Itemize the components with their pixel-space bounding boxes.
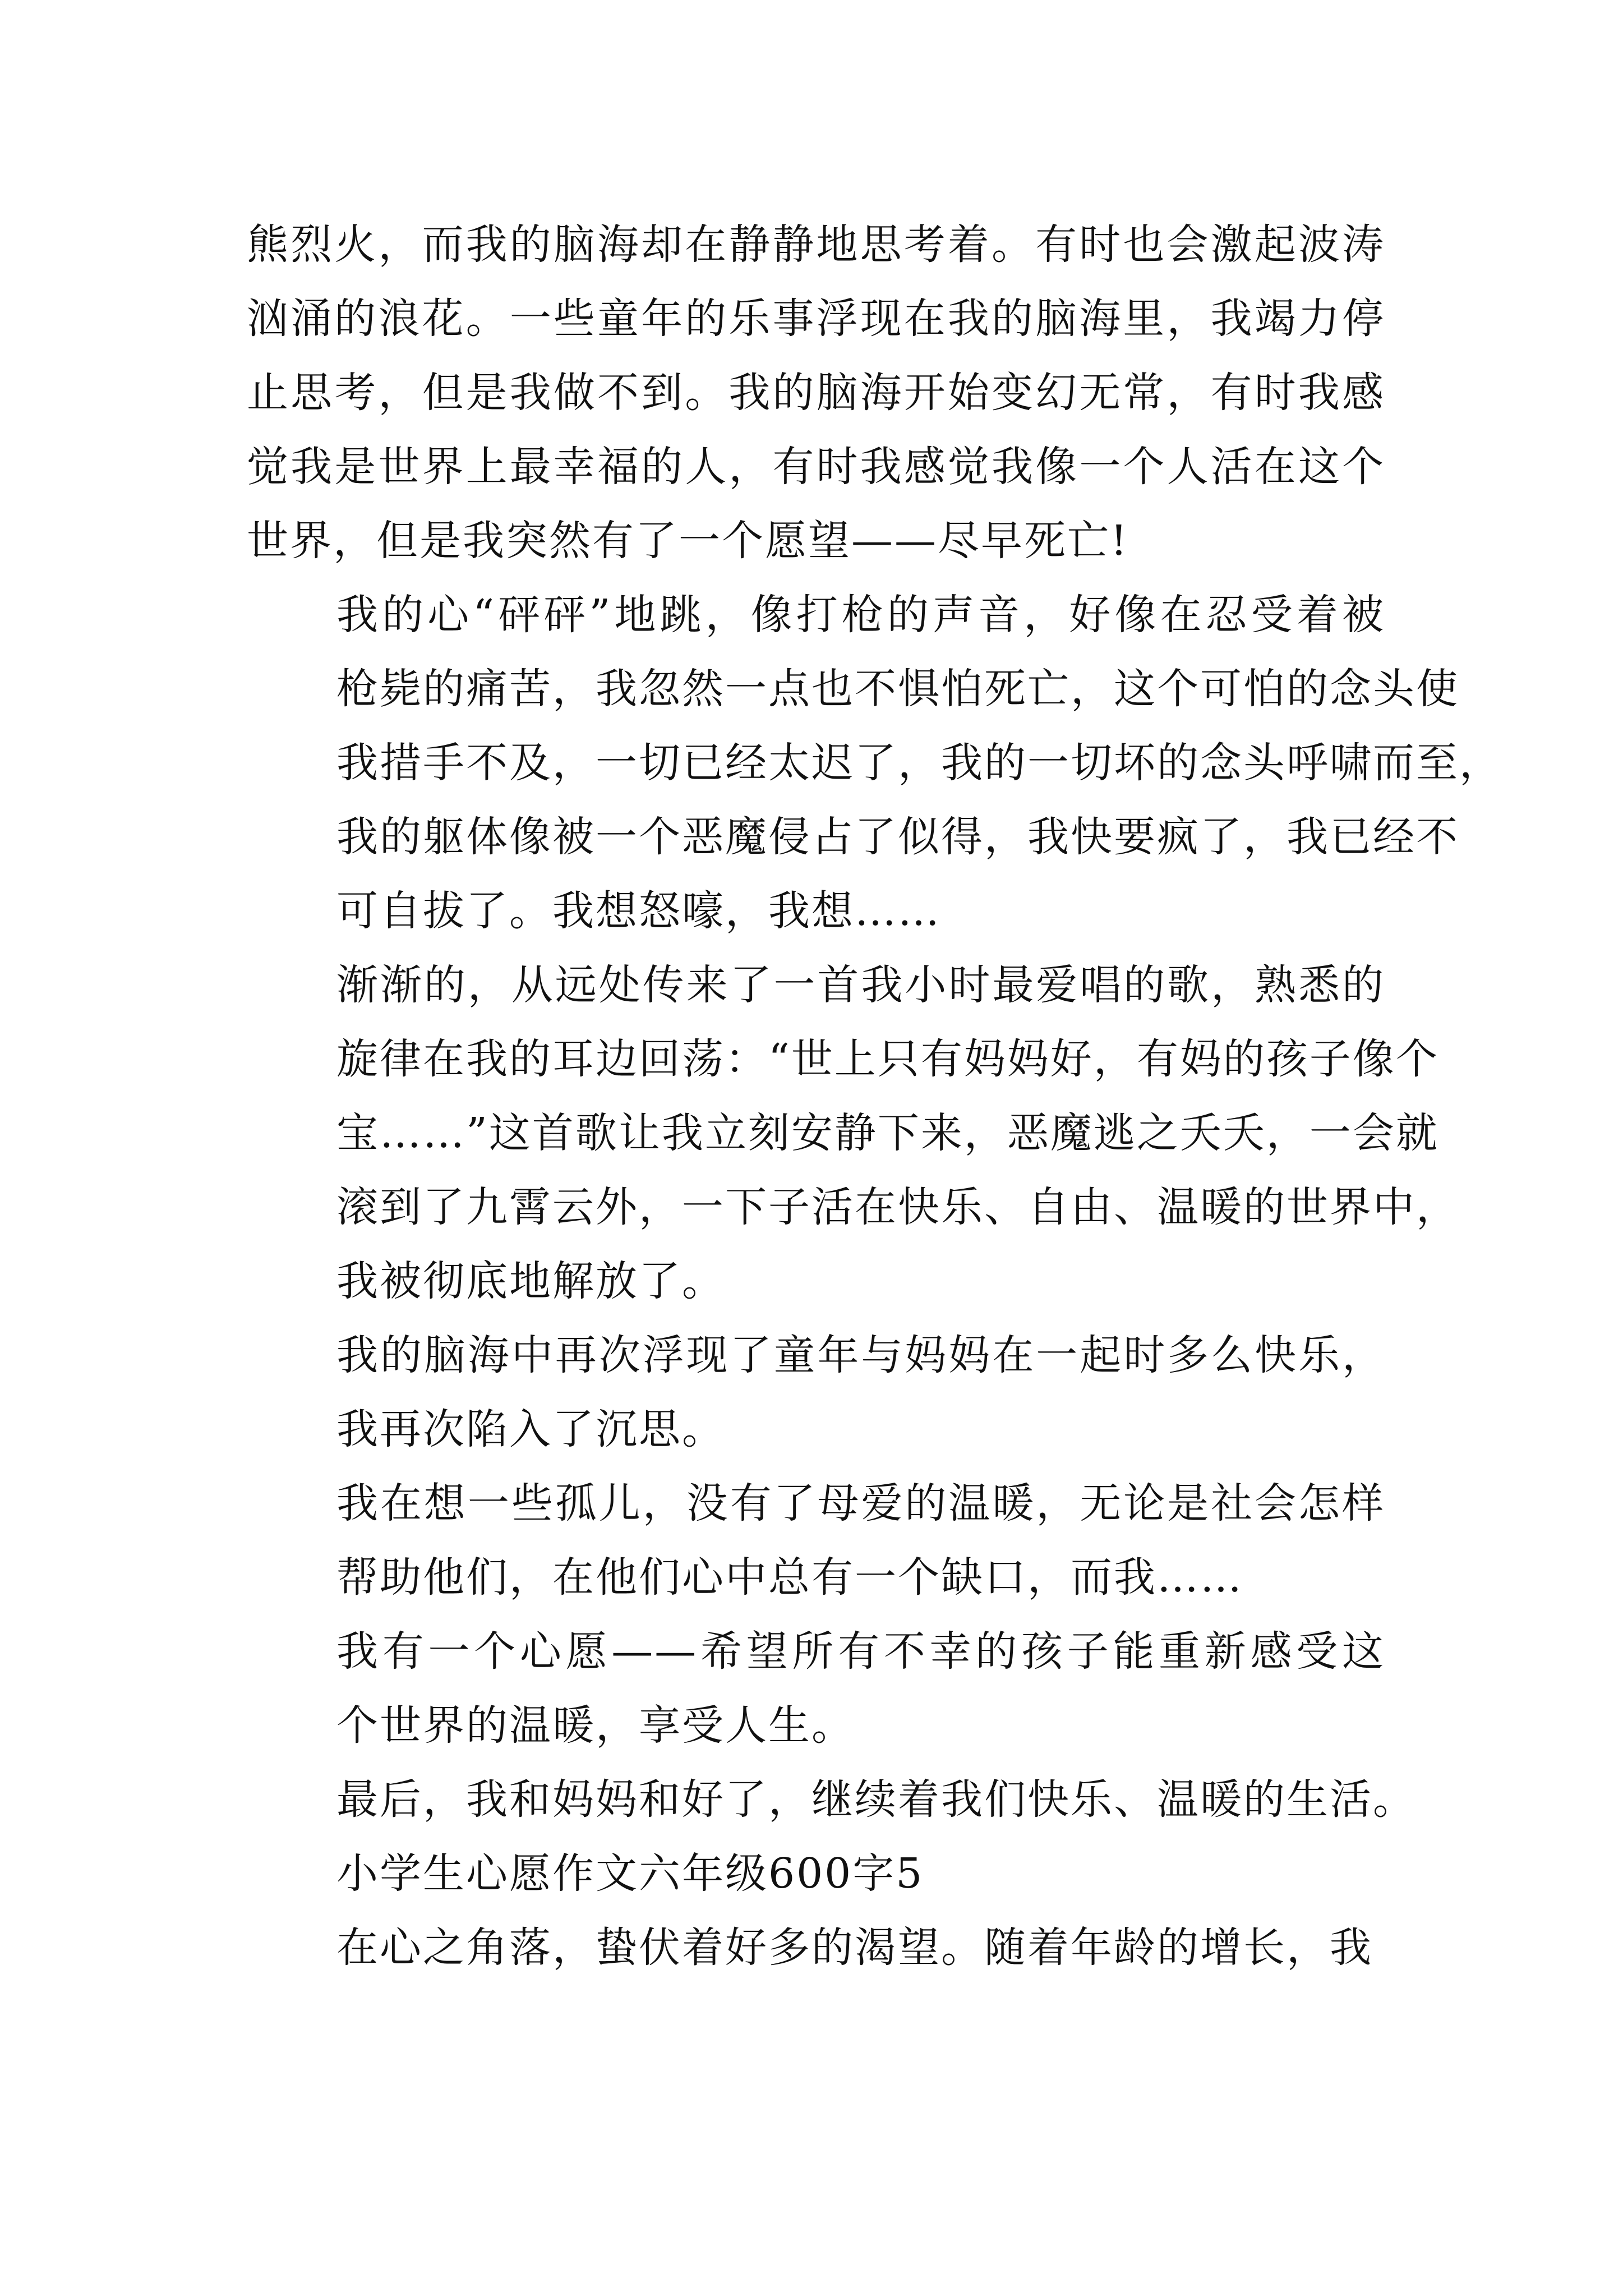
text-line: 熊烈火，而我的脑海却在静静地思考着。有时也会激起波涛 [247, 220, 1385, 269]
text-line: 帮助他们，在他们心中总有一个缺口，而我…… [336, 1553, 1243, 1602]
text-line: 我再次陷入了沉思。 [336, 1405, 725, 1453]
text-line: 在心之角落，蛰伏着好多的渴望。随着年龄的增长，我 [336, 1924, 1373, 1972]
text-line: 我措手不及，一切已经太迟了，我的一切坏的念头呼啸而至， [336, 739, 1502, 787]
paragraph [247, 208, 1385, 578]
paragraph [247, 578, 1502, 948]
text-line: 我的脑海中再次浮现了童年与妈妈在一起时多么快乐， [336, 1331, 1385, 1379]
paragraph [247, 1466, 1385, 1614]
text-line: 我的躯体像被一个恶魔侵占了似得，我快要疯了，我已经不 [336, 813, 1459, 861]
text-line: 最后，我和妈妈和好了，继续着我们快乐、温暖的生活。 [336, 1775, 1416, 1824]
text-line: 枪毙的痛苦，我忽然一点也不惧怕死亡，这个可怕的念头使 [336, 665, 1459, 713]
paragraph [247, 1614, 1385, 1763]
text-line: 觉我是世界上最幸福的人，有时我感觉我像一个人活在这个 [247, 443, 1385, 491]
text-line: 宝……”这首歌让我立刻安静下来，恶魔逃之夭夭，一会就 [336, 1109, 1439, 1157]
text-line: 旋律在我的耳边回荡：“世上只有妈妈好，有妈的孩子像个 [336, 1035, 1439, 1083]
text-line: 世界，但是我突然有了一个愿望——尽早死亡! [247, 517, 1129, 565]
text-line: 汹涌的浪花。一些童年的乐事浮现在我的脑海里，我竭力停 [247, 295, 1385, 343]
paragraph [247, 1763, 1416, 1837]
text-line: 我在想一些孤儿，没有了母爱的温暖，无论是社会怎样 [336, 1479, 1385, 1527]
text-line: 我有一个心愿——希望所有不幸的孩子能重新感受这 [336, 1627, 1385, 1676]
text-line: 个世界的温暖，享受人生。 [336, 1701, 855, 1750]
paragraph [247, 1837, 1385, 1911]
text-line: 滚到了九霄云外，一下子活在快乐、自由、温暖的世界中， [336, 1183, 1459, 1231]
text-line: 可自拔了。我想怒嚎，我想…… [336, 887, 941, 935]
paragraph [247, 1911, 1385, 1985]
text-line: 我被彻底地解放了。 [336, 1257, 725, 1305]
paragraph [247, 948, 1459, 1318]
text-line: 止思考，但是我做不到。我的脑海开始变幻无常，有时我感 [247, 369, 1385, 417]
document-body [247, 208, 1502, 1985]
paragraph [247, 1318, 1385, 1466]
text-line: 我的心“砰砰”地跳，像打枪的声音，好像在忍受着被 [336, 591, 1385, 639]
text-line: 渐渐的，从远处传来了一首我小时最爱唱的歌，熟悉的 [336, 961, 1385, 1009]
text-line: 小学生心愿作文六年级600字5 [336, 1849, 924, 1898]
